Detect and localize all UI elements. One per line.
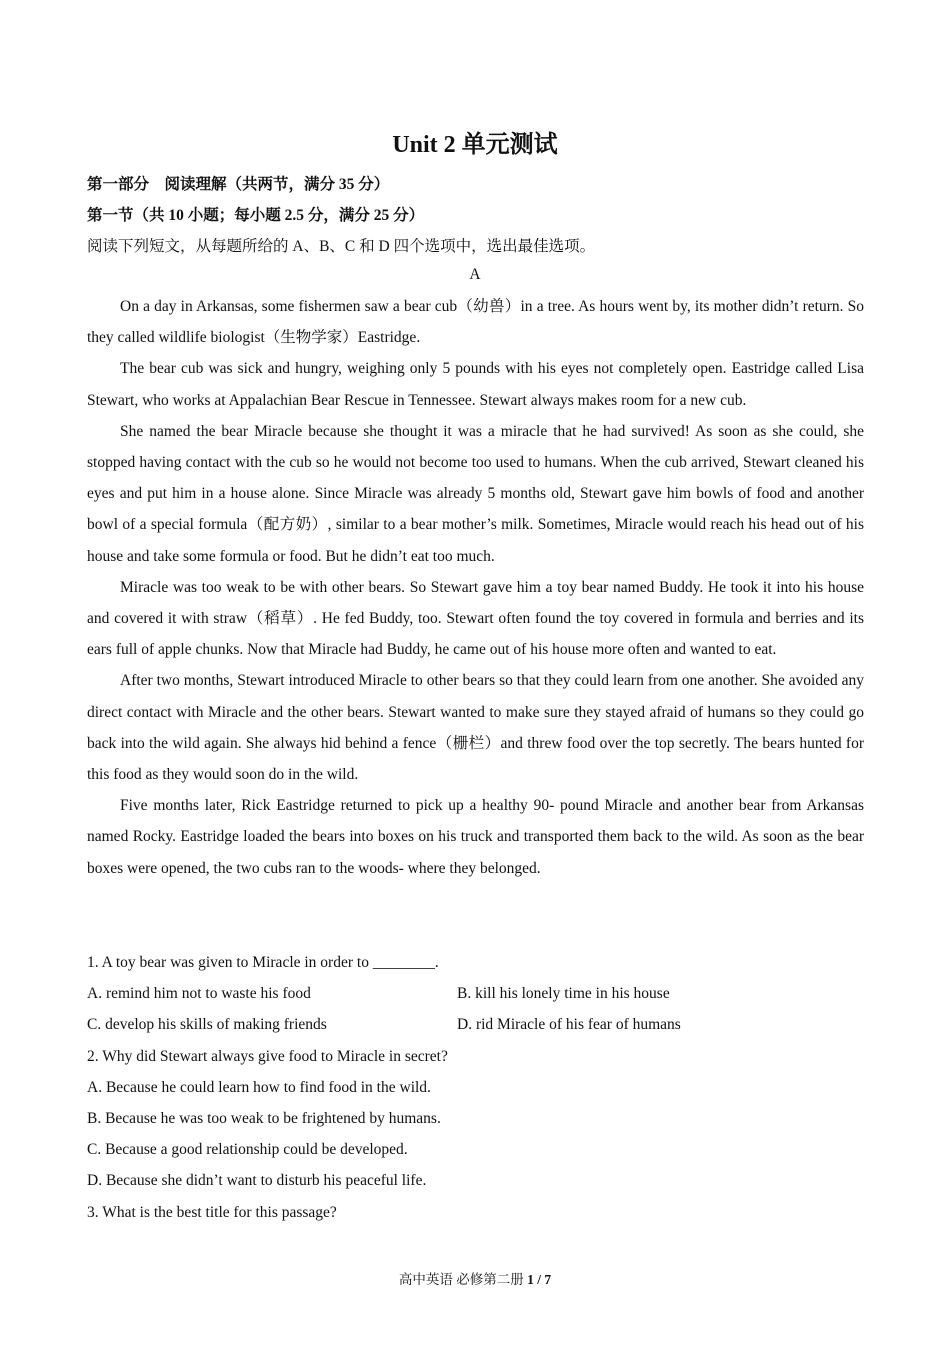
instructions: 阅读下列短文，从每题所给的 A、B、C 和 D 四个选项中，选出最佳选项。 — [87, 238, 596, 255]
passage-label: A — [469, 266, 481, 283]
option-a: A. remind him not to waste his food — [87, 985, 311, 1003]
option-a: A. Because he could learn how to find food in the wild. — [87, 1078, 431, 1096]
option-c: C. Because a good relationship could be developed. — [87, 1141, 408, 1159]
option-b: B. kill his lonely time in his house — [457, 985, 670, 1003]
page-number: 1 / 7 — [527, 1272, 552, 1287]
section-heading: 第一节（共 10 小题；每小题 2.5 分，满分 25 分） — [87, 207, 425, 224]
question-stem: 2. Why did Stewart always give food to Miracle in secret? — [87, 1047, 448, 1065]
option-b: B. Because he was too weak to be frightened by humans. — [87, 1110, 441, 1128]
paragraph: The bear cub was sick and hungry, weighing only 5 pounds with his eyes not completely open. Eastridge called Lisa Stewart, who works at Appalachian Bear Rescue in Tennessee. Stewart always makes room for a new cub. — [87, 360, 864, 409]
option-d: D. rid Miracle of his fear of humans — [457, 1016, 681, 1034]
option-d: D. Because she didn’t want to disturb his peaceful life. — [87, 1172, 427, 1190]
question-stem: 3. What is the best title for this passage? — [87, 1203, 337, 1221]
paragraph: She named the bear Miracle because she thought it was a miracle that he had survived! As soon as she could, she stopped having contact with the cub so he would not become too used to humans. When the cub arrived, Stewart cleaned his eyes and put him in a house alone. Since Miracle was already 5 months old, Stewart gave him bowls of food and another bowl of a special formula（配方奶）, similar to a bear mother’s milk. Sometimes, Miracle would reach his head out of his house and take some formula or food. But he didn’t eat too much. — [87, 422, 864, 565]
footer-text: 高中英语 必修第二册 — [398, 1272, 528, 1287]
paragraph: After two months, Stewart introduced Miracle to other bears so that they could learn from one another. She avoided any direct contact with Miracle and the other bears. Stewart wanted to make sure they stayed afraid of humans so they could go back into the wild again. She always hid behind a fence（栅栏）and threw food over the top secretly. The bears hunted for this food as they would soon do in the wild. — [87, 672, 864, 784]
passage — [87, 291, 864, 884]
questions — [87, 947, 864, 1228]
option-c: C. develop his skills of making friends — [87, 1016, 327, 1034]
paragraph: On a day in Arkansas, some fishermen saw a bear cub（幼兽）in a tree. As hours went by, its mother didn’t return. So they called wildlife biologist（生物学家）Eastridge. — [87, 298, 864, 347]
question-stem: 1. A toy bear was given to Miracle in order to ________. — [87, 954, 439, 971]
page-title: Unit 2 单元测试 — [392, 132, 558, 158]
option-row — [87, 1009, 864, 1040]
part-heading: 第一部分 阅读理解（共两节，满分 35 分） — [87, 176, 390, 193]
paragraph: Miracle was too weak to be with other bears. So Stewart gave him a toy bear named Buddy. He took it into his house and covered it with straw（稻草）. He fed Buddy, too. Stewart often found the toy covered in formula and berries and its ears full of apple chunks. Now that Miracle had Buddy, he came out of his house more often and wanted to eat. — [87, 578, 864, 659]
paragraph: Five months later, Rick Eastridge returned to pick up a healthy 90- pound Miracle and another bear from Arkansas named Rocky. Eastridge loaded the bears into boxes on his truck and transported them back to the wild. As soon as the bear boxes were opened, the two cubs ran to the woods- where they belonged. — [87, 797, 864, 877]
option-row — [87, 978, 864, 1009]
page-footer — [0, 1268, 950, 1288]
